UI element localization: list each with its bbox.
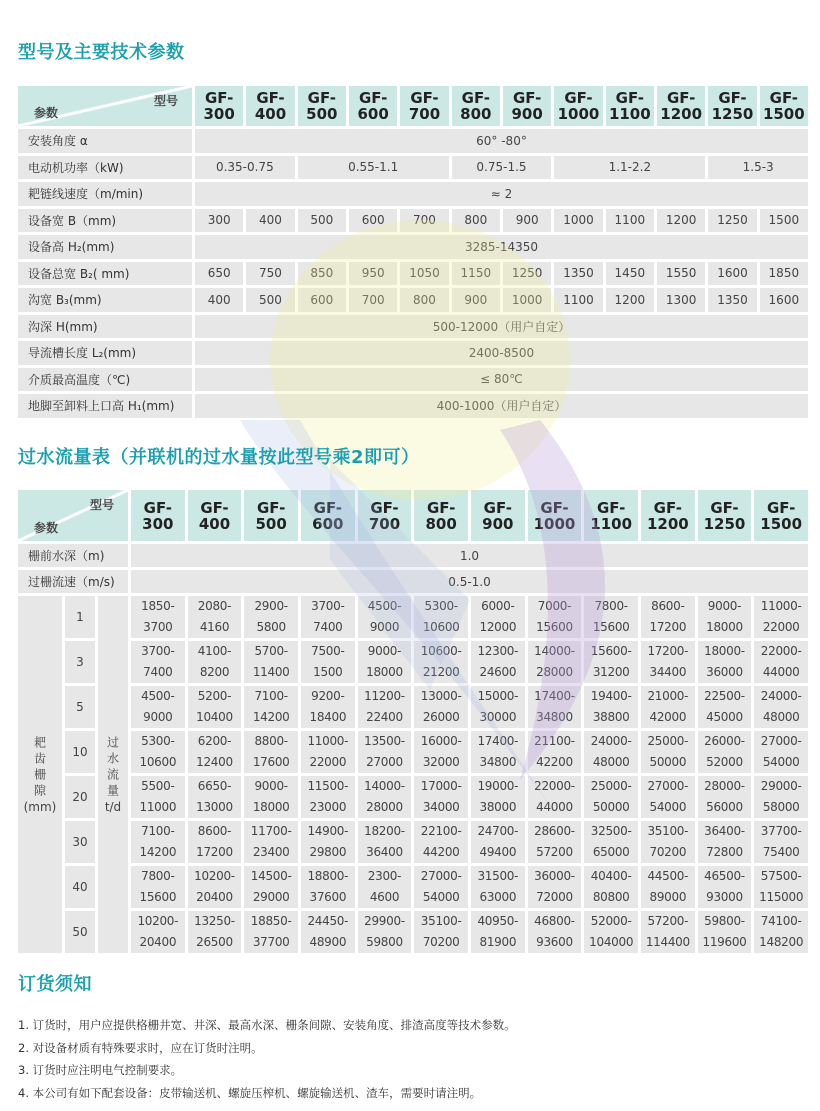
spec-value: 3285-14350 (195, 235, 808, 259)
model-header: GF- 1500 (760, 86, 808, 126)
flow-value: 31500- 63000 (471, 866, 525, 908)
spec-value: 750 (246, 262, 294, 286)
flow-value: 3700- 7400 (301, 596, 355, 638)
flow-value: 11200- 22400 (358, 686, 412, 728)
flow-value: 18850- 37700 (244, 911, 298, 953)
flow-row-label: 过栅流速（m/s) (18, 570, 128, 593)
flow-value: 57500- 115000 (754, 866, 808, 908)
spec-value: 1100 (554, 288, 602, 312)
spec-row-label: 导流槽长度 L₂(mm) (18, 341, 192, 365)
flow-value: 3700- 7400 (131, 641, 185, 683)
spec-row-label: 沟宽 B₃(mm) (18, 288, 192, 312)
spec-value: 1550 (657, 262, 705, 286)
spec-value: 850 (298, 262, 346, 286)
flow-value: 35100- 70200 (414, 911, 468, 953)
flow-value: 19400- 38800 (584, 686, 638, 728)
flow-value: 11500- 23000 (301, 776, 355, 818)
spec-row-label: 地脚至卸料上口高 H₁(mm) (18, 394, 192, 418)
spec-value: 500 (246, 288, 294, 312)
spec-value: 0.35-0.75 (195, 156, 295, 180)
flow-value: 5300- 10600 (414, 596, 468, 638)
flow-value: 18000- 36000 (698, 641, 752, 683)
gap-side-label (18, 596, 62, 953)
spec-value: 900 (503, 209, 551, 233)
spec-value: 1250 (708, 209, 756, 233)
flow-value: 8600- 17200 (641, 596, 695, 638)
flow-value: 32500- 65000 (584, 821, 638, 863)
flow-value: 14000- 28000 (528, 641, 582, 683)
flow-value: 8600- 17200 (188, 821, 242, 863)
flow-value: 4500- 9000 (131, 686, 185, 728)
flow-value: 21000- 42000 (641, 686, 695, 728)
spec-value: 1150 (452, 262, 500, 286)
flow-value: 13500- 27000 (358, 731, 412, 773)
gap-value: 40 (65, 866, 95, 908)
param-header-label: 参数 (34, 521, 59, 535)
flow-value: 13250- 26500 (188, 911, 242, 953)
flow-value: 7800- 15600 (584, 596, 638, 638)
spec-value: 2400-8500 (195, 341, 808, 365)
spec-value: 950 (349, 262, 397, 286)
model-header: GF- 1200 (657, 86, 705, 126)
spec-value: 1200 (657, 209, 705, 233)
model-header-label: 型号 (89, 498, 114, 512)
flow-table (18, 490, 808, 953)
model-header: GF- 800 (414, 490, 468, 541)
spec-value: 1350 (554, 262, 602, 286)
flow-value: 27000- 54000 (414, 866, 468, 908)
spec-value: 1200 (606, 288, 654, 312)
flow-value: 26000- 52000 (698, 731, 752, 773)
gap-value: 50 (65, 911, 95, 953)
flow-value: 9200- 18400 (301, 686, 355, 728)
spec-value: 800 (400, 288, 448, 312)
gap-value: 5 (65, 686, 95, 728)
gap-unit: (mm) (23, 799, 57, 814)
gap-value: 10 (65, 731, 95, 773)
flow-value: 18200- 36400 (358, 821, 412, 863)
flow-value: 10200- 20400 (131, 911, 185, 953)
flow-value: 74100- 148200 (754, 911, 808, 953)
gap-value: 20 (65, 776, 95, 818)
specs-section-title: 型号及主要技术参数 (18, 42, 185, 63)
flow-value: 28000- 56000 (698, 776, 752, 818)
flow-value: 37700- 75400 (754, 821, 808, 863)
spec-value: 1.5-3 (708, 156, 808, 180)
flow-value: 5200- 10400 (188, 686, 242, 728)
spec-value: 700 (400, 209, 448, 233)
spec-value: 1600 (760, 288, 808, 312)
spec-value: 300 (195, 209, 243, 233)
flow-value: 6200- 12400 (188, 731, 242, 773)
flow-value: 7100- 14200 (131, 821, 185, 863)
flow-value: 9000- 18000 (698, 596, 752, 638)
spec-value: 400 (195, 288, 243, 312)
note-item: 1. 订货时，用户应提供格栅井宽、井深、最高水深、栅条间隙、安装角度、排渣高度等技术参数。 (18, 1018, 516, 1032)
model-header: GF- 700 (400, 86, 448, 126)
flow-value: 29000- 58000 (754, 776, 808, 818)
flow-value: 7000- 15600 (528, 596, 582, 638)
spec-row-label: 电动机功率（kW) (18, 156, 192, 180)
flow-value: 28600- 57200 (528, 821, 582, 863)
model-header: GF- 1000 (554, 86, 602, 126)
flow-value: 22500- 45000 (698, 686, 752, 728)
flow-value: 5300- 10600 (131, 731, 185, 773)
gap-value: 1 (65, 596, 95, 638)
flow-value: 22000- 44000 (528, 776, 582, 818)
flow-value: 1850- 3700 (131, 596, 185, 638)
flow-side-label (98, 596, 128, 953)
flow-value: 7100- 14200 (244, 686, 298, 728)
flow-value: 7500- 1500 (301, 641, 355, 683)
flow-row-value: 1.0 (131, 544, 808, 567)
flow-value: 24000- 48000 (584, 731, 638, 773)
spec-value: 1300 (657, 288, 705, 312)
flow-value: 17000- 34000 (414, 776, 468, 818)
model-header: GF- 1500 (754, 490, 808, 541)
flow-value: 14500- 29000 (244, 866, 298, 908)
model-header: GF- 600 (301, 490, 355, 541)
flow-value: 52000- 104000 (584, 911, 638, 953)
spec-value: 1050 (400, 262, 448, 286)
flow-value: 40950- 81900 (471, 911, 525, 953)
flow-value: 11000- 22000 (754, 596, 808, 638)
flow-value: 4500- 9000 (358, 596, 412, 638)
flow-value: 9000- 18000 (358, 641, 412, 683)
flow-label-text: 过水流量 (105, 735, 120, 800)
gap-label-text: 耙齿栅隙 (32, 735, 47, 800)
flow-value: 4100- 8200 (188, 641, 242, 683)
model-header: GF- 600 (349, 86, 397, 126)
flow-value: 5700- 11400 (244, 641, 298, 683)
spec-value: 1850 (760, 262, 808, 286)
spec-value: 400 (246, 209, 294, 233)
note-item: 2. 对设备材质有特殊要求时，应在订货时注明。 (18, 1040, 263, 1055)
flow-value: 17200- 34400 (641, 641, 695, 683)
model-header: GF- 1100 (606, 86, 654, 126)
specs-table (18, 86, 808, 418)
flow-row-label: 栅前水深（m) (18, 544, 128, 567)
spec-value: 650 (195, 262, 243, 286)
model-header: GF- 1000 (528, 490, 582, 541)
spec-value: ≈ 2 (195, 182, 808, 206)
flow-value: 17400- 34800 (471, 731, 525, 773)
flow-value: 2080- 4160 (188, 596, 242, 638)
flow-value: 24450- 48900 (301, 911, 355, 953)
flow-row-value: 0.5-1.0 (131, 570, 808, 593)
spec-value: 60° -80° (195, 129, 808, 153)
flow-value: 29900- 59800 (358, 911, 412, 953)
flow-value: 14900- 29800 (301, 821, 355, 863)
flow-value: 27000- 54000 (641, 776, 695, 818)
flow-value: 59800- 119600 (698, 911, 752, 953)
spec-row-label: 耙链线速度（m/min) (18, 182, 192, 206)
flow-value: 16000- 32000 (414, 731, 468, 773)
flow-value: 6000- 12000 (471, 596, 525, 638)
spec-row-label: 安装角度 α (18, 129, 192, 153)
param-header-label: 参数 (34, 106, 59, 120)
model-header-label: 型号 (153, 94, 178, 108)
flow-value: 44500- 89000 (641, 866, 695, 908)
flow-unit: t/d (104, 799, 122, 814)
flow-value: 2900- 5800 (244, 596, 298, 638)
flow-value: 36400- 72800 (698, 821, 752, 863)
header-corner (18, 490, 128, 541)
model-header: GF- 500 (244, 490, 298, 541)
flow-value: 7800- 15600 (131, 866, 185, 908)
flow-value: 22100- 44200 (414, 821, 468, 863)
model-header: GF- 1250 (698, 490, 752, 541)
flow-value: 36000- 72000 (528, 866, 582, 908)
spec-value: 0.75-1.5 (452, 156, 552, 180)
spec-value: 1350 (708, 288, 756, 312)
spec-row-label: 设备高 H₂(mm) (18, 235, 192, 259)
spec-value: 800 (452, 209, 500, 233)
flow-value: 12300- 24600 (471, 641, 525, 683)
spec-value: 1.1-2.2 (554, 156, 705, 180)
model-header: GF- 500 (298, 86, 346, 126)
flow-value: 40400- 80800 (584, 866, 638, 908)
spec-value: ≤ 80℃ (195, 368, 808, 392)
flow-value: 25000- 50000 (584, 776, 638, 818)
flow-value: 2300- 4600 (358, 866, 412, 908)
flow-value: 10200- 20400 (188, 866, 242, 908)
spec-value: 500 (298, 209, 346, 233)
flow-value: 5500- 11000 (131, 776, 185, 818)
spec-value: 600 (349, 209, 397, 233)
flow-value: 46500- 93000 (698, 866, 752, 908)
spec-row-label: 沟深 H(mm) (18, 315, 192, 339)
spec-value: 400-1000（用户自定） (195, 394, 808, 418)
flow-value: 8800- 17600 (244, 731, 298, 773)
spec-value: 1500 (760, 209, 808, 233)
flow-value: 25000- 50000 (641, 731, 695, 773)
header-corner (18, 86, 192, 126)
spec-value: 1000 (554, 209, 602, 233)
spec-row-label: 设备总宽 B₂( mm) (18, 262, 192, 286)
gap-value: 3 (65, 641, 95, 683)
spec-value: 1600 (708, 262, 756, 286)
spec-value: 600 (298, 288, 346, 312)
flow-value: 6650- 13000 (188, 776, 242, 818)
model-header: GF- 400 (188, 490, 242, 541)
spec-value: 1250 (503, 262, 551, 286)
flow-value: 10600- 21200 (414, 641, 468, 683)
model-header: GF- 700 (358, 490, 412, 541)
model-header: GF- 1100 (584, 490, 638, 541)
flow-value: 15600- 31200 (584, 641, 638, 683)
spec-value: 1000 (503, 288, 551, 312)
flow-value: 11700- 23400 (244, 821, 298, 863)
spec-value: 500-12000（用户自定） (195, 315, 808, 339)
spec-value: 900 (452, 288, 500, 312)
flow-value: 24000- 48000 (754, 686, 808, 728)
model-header: GF- 400 (246, 86, 294, 126)
spec-row-label: 设备宽 B（mm) (18, 209, 192, 233)
note-item: 4. 本公司有如下配套设备：皮带输送机、螺旋压榨机、螺旋输送机、渣车，需要时请注明。 (18, 1085, 482, 1100)
flow-value: 11000- 22000 (301, 731, 355, 773)
flow-value: 57200- 114400 (641, 911, 695, 953)
note-item: 3. 订货时应注明电气控制要求。 (18, 1063, 183, 1077)
spec-row-label: 介质最高温度（℃) (18, 368, 192, 392)
spec-value: 700 (349, 288, 397, 312)
model-header: GF- 1250 (708, 86, 756, 126)
model-header: GF- 300 (131, 490, 185, 541)
order-section-title: 订货须知 (18, 974, 92, 995)
order-notes (18, 1014, 516, 1104)
flow-value: 35100- 70200 (641, 821, 695, 863)
flow-value: 46800- 93600 (528, 911, 582, 953)
spec-value: 1450 (606, 262, 654, 286)
model-header: GF- 900 (503, 86, 551, 126)
spec-value: 1100 (606, 209, 654, 233)
model-header: GF- 800 (452, 86, 500, 126)
flow-value: 27000- 54000 (754, 731, 808, 773)
flow-value: 24700- 49400 (471, 821, 525, 863)
flow-value: 18800- 37600 (301, 866, 355, 908)
flow-value: 13000- 26000 (414, 686, 468, 728)
flow-value: 15000- 30000 (471, 686, 525, 728)
flow-value: 17400- 34800 (528, 686, 582, 728)
flow-value: 22000- 44000 (754, 641, 808, 683)
flow-value: 21100- 42200 (528, 731, 582, 773)
flow-value: 9000- 18000 (244, 776, 298, 818)
model-header: GF- 900 (471, 490, 525, 541)
model-header: GF- 1200 (641, 490, 695, 541)
flow-value: 14000- 28000 (358, 776, 412, 818)
model-header: GF- 300 (195, 86, 243, 126)
spec-value: 0.55-1.1 (298, 156, 449, 180)
flow-section-title: 过水流量表（并联机的过水量按此型号乘2即可） (18, 447, 420, 468)
flow-value: 19000- 38000 (471, 776, 525, 818)
gap-value: 30 (65, 821, 95, 863)
